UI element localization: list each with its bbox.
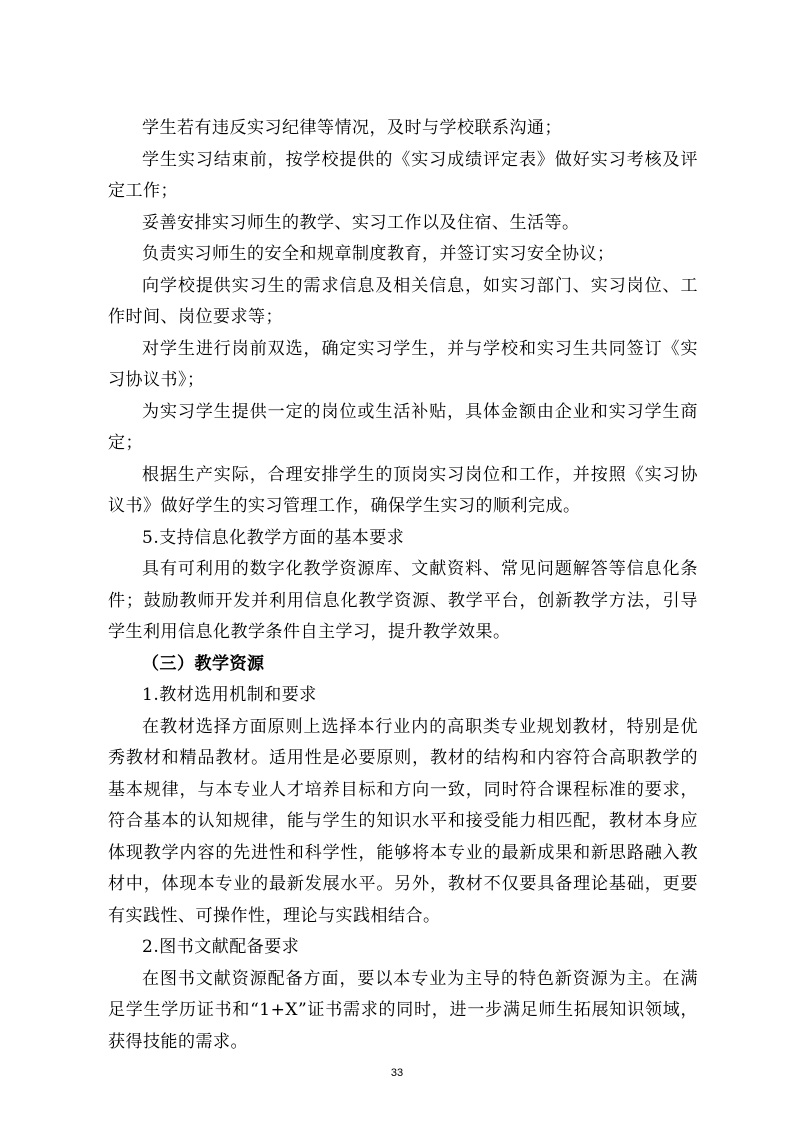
paragraph-informatization: 具有可利用的数字化教学资源库、文献资料、常见问题解答等信息化条件；鼓励教师开发并利用信息化教学资源、教学平台，创新教学方法，引导学生利用信息化教学条件自主学习，提升教学效果。 [108, 559, 698, 642]
paragraph-management: 根据生产实际，合理安排学生的顶岗实习岗位和工作，并按照《实习协议书》做好学生的实习管理工作，确保学生实习的顺利完成。 [108, 464, 698, 516]
paragraph-demand-info: 向学校提供实习生的需求信息及相关信息，如实习部门、实习岗位、工作时间、岗位要求等； [108, 275, 698, 327]
page-number: 33 [390, 1067, 404, 1079]
section-heading-teaching-resources: （三）教学资源 [142, 653, 265, 674]
document-body [108, 113, 698, 1058]
paragraph-safety-education: 负责实习师生的安全和规章制度教育，并签订实习安全协议； [142, 244, 615, 264]
subheading-informatization: 5.支持信息化教学方面的基本要求 [142, 527, 405, 548]
paragraph-textbook: 在教材选择方面原则上选择本行业内的高职类专业规划教材，特别是优秀教材和精品教材。适用性是必要原则，教材的结构和内容符合高职教学的基本规律，与本专业人才培养目标和方向一致，同时符合课程标准的要求，符合基本的认知规律，能与学生的知识水平和接受能力相匹配，教材本身应体现教学内容的先进性和科学性，能够将本专业的最新成果和新思路融入教材中，体现本专业的最新发展水平。另外，教材不仅要具备理论基础，更要有实践性、可操作性，理论与实践相结合。 [108, 716, 698, 926]
paragraph-library: 在图书文献资源配备方面，要以本专业为主导的特色新资源为主。在满足学生学历证书和“1+X”证书需求的同时，进一步满足师生拓展知识领域，获得技能的需求。 [108, 968, 698, 1052]
subheading-textbook: 1.教材选用机制和要求 [142, 685, 317, 705]
paragraph-selection: 对学生进行岗前双选，确定实习学生，并与学校和实习生共同签订《实习协议书》； [108, 338, 698, 390]
paragraph-violation-contact: 学生若有违反实习纪律等情况，及时与学校联系沟通； [142, 118, 562, 138]
paragraph-subsidy: 为实习学生提供一定的岗位或生活补贴，具体金额由企业和实习学生商定； [108, 401, 698, 453]
paragraph-arrangement: 妥善安排实习师生的教学、实习工作以及住宿、生活等。 [142, 212, 580, 233]
paragraph-evaluation: 学生实习结束前，按学校提供的《实习成绩评定表》做好实习考核及评定工作； [108, 149, 698, 201]
subheading-library: 2.图书文献配备要求 [142, 937, 300, 957]
